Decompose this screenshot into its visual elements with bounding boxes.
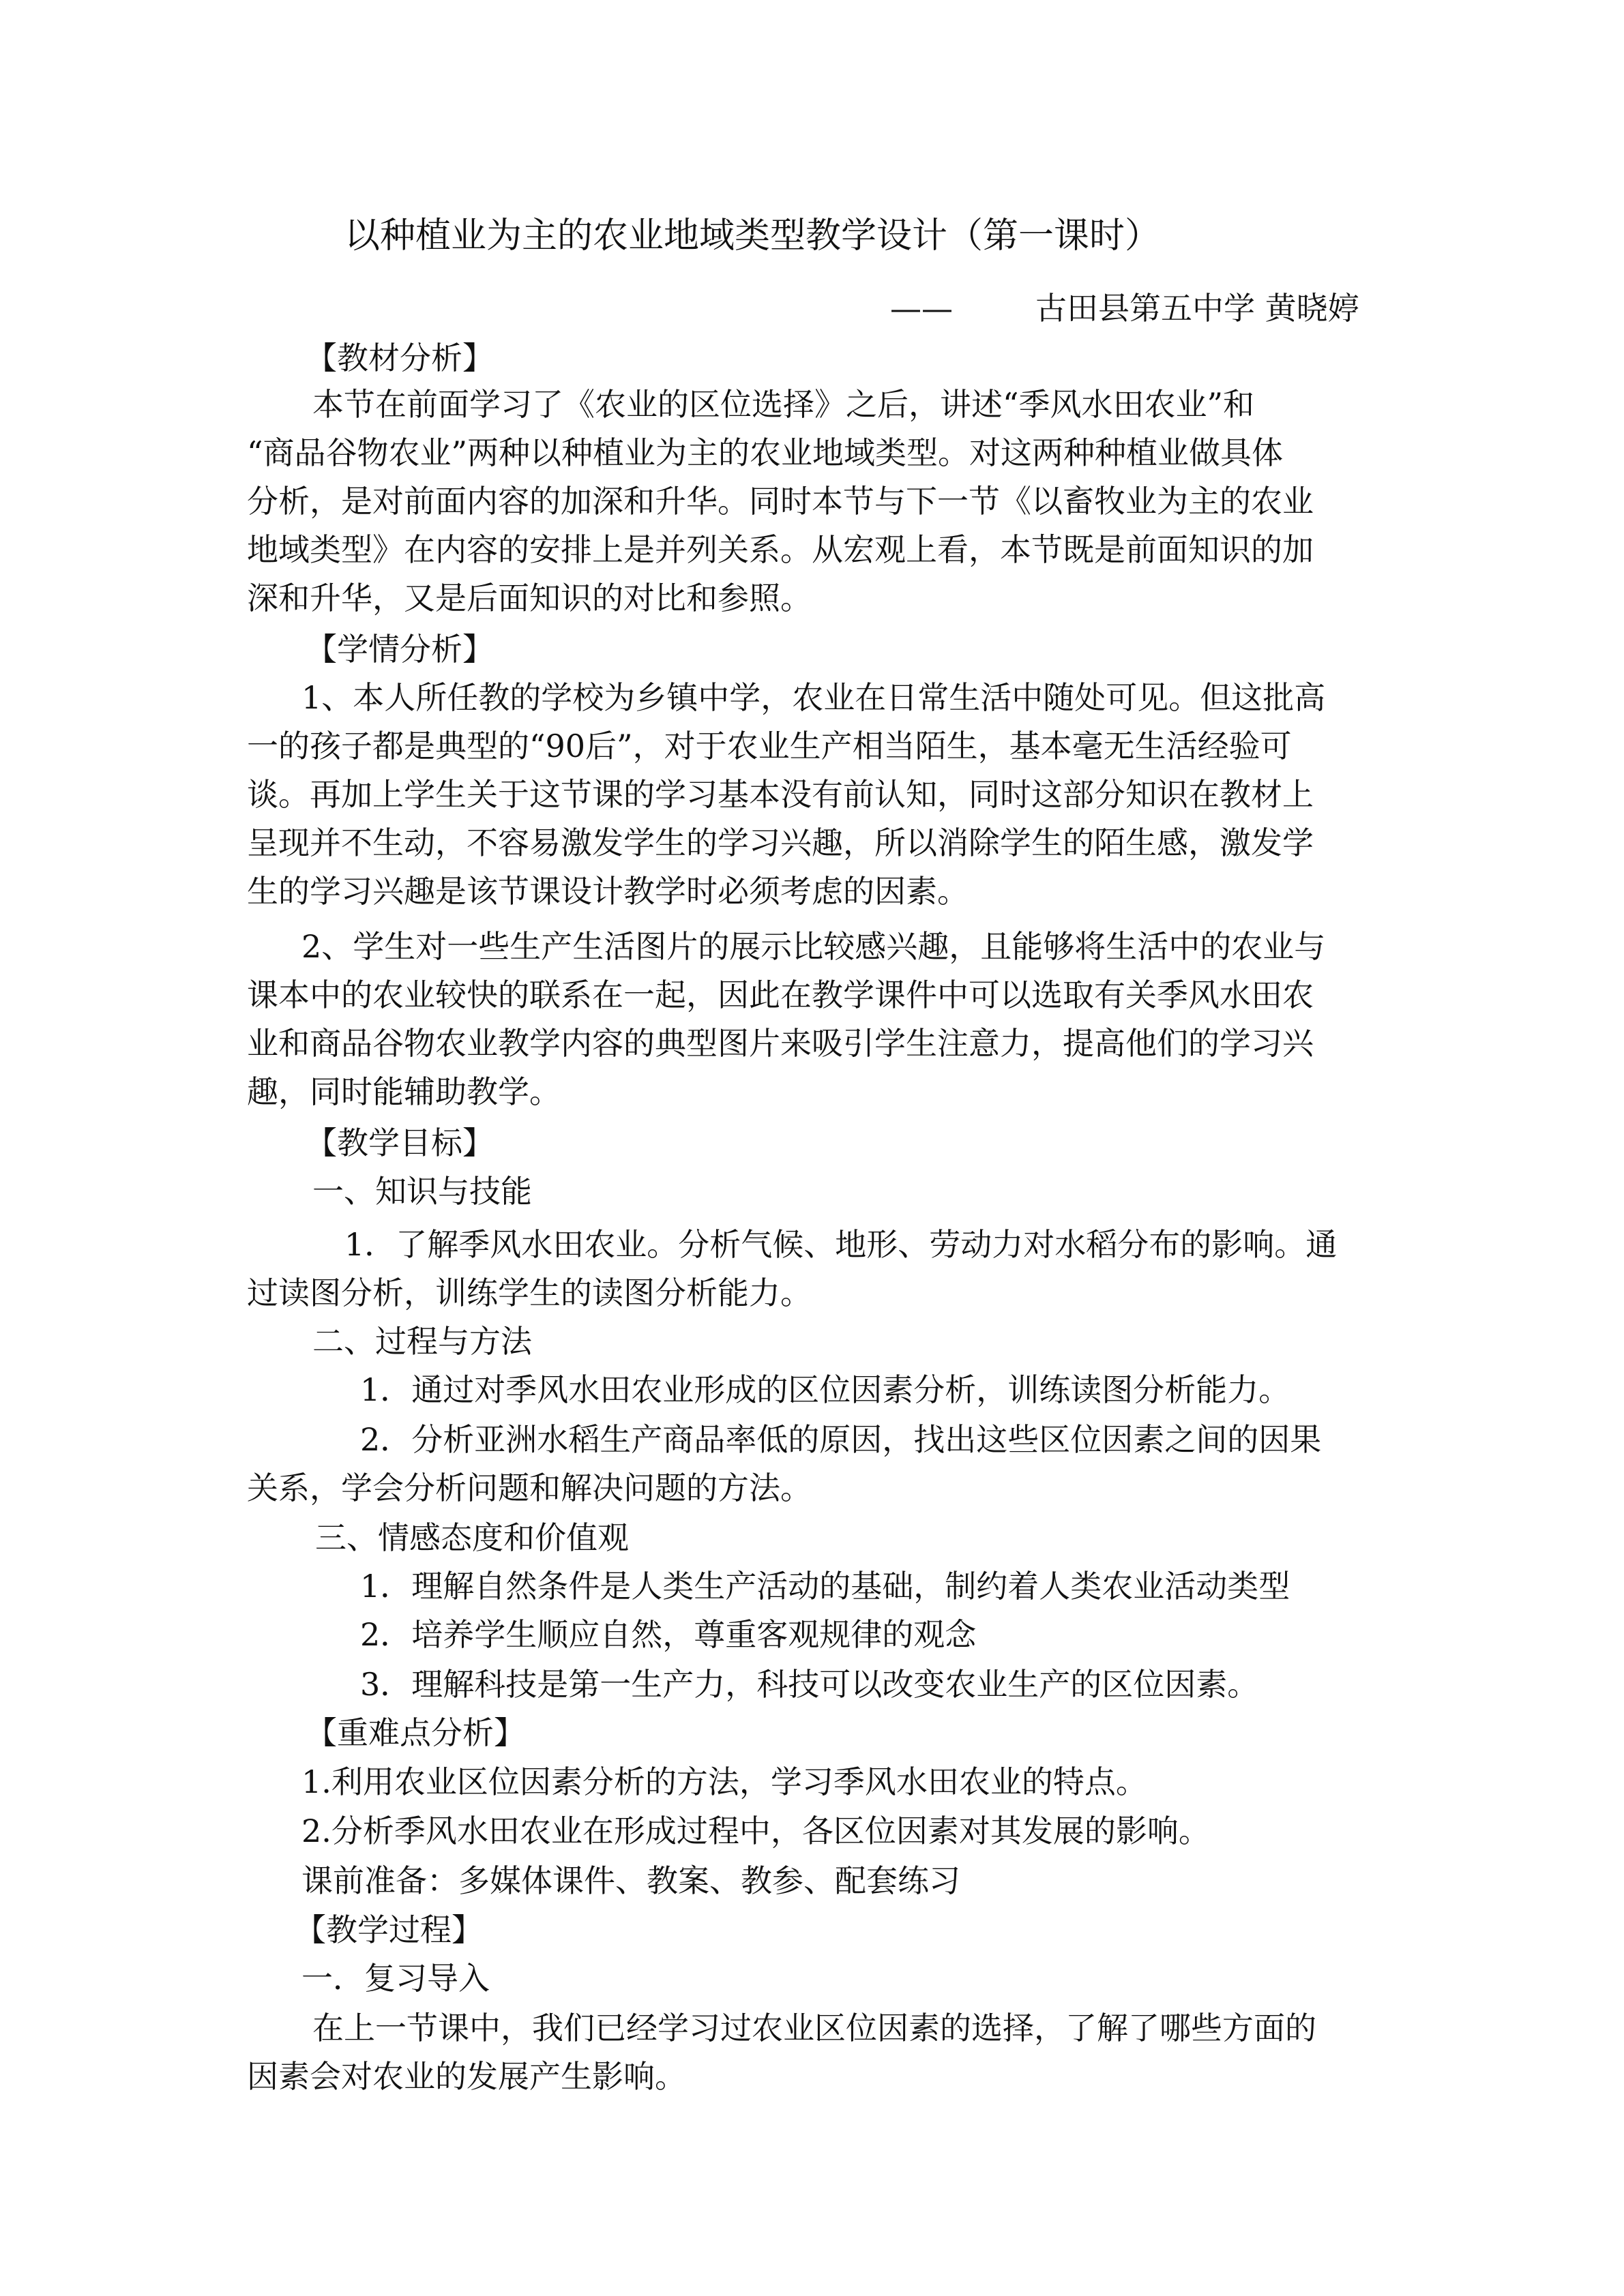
heading-student-analysis: 【学情分析】	[306, 631, 494, 668]
paragraph-line: 1．了解季风水田农业。分析气候、地形、劳动力对水稻分布的影响。通	[344, 1226, 1338, 1263]
list-item: 3．理解科技是第一生产力，科技可以改变农业生产的区位因素。	[360, 1666, 1259, 1703]
list-item: 2.分析季风水田农业在形成过程中，各区位因素对其发展的影响。	[301, 1813, 1210, 1849]
author-dash: ——	[890, 290, 953, 327]
paragraph-line: “商品谷物农业”两种以种植业为主的农业地域类型。对这两种种植业做具体	[247, 434, 1284, 471]
paragraph-line: 深和升华，又是后面知识的对比和参照。	[247, 580, 812, 616]
paragraph-line: 一的孩子都是典型的“90后”，对于农业生产相当陌生，基本毫无生活经验可	[247, 728, 1292, 764]
list-item: 2．培养学生顺应自然，尊重客观规律的观念	[360, 1616, 977, 1653]
paragraph-line: 业和商品谷物农业教学内容的典型图片来吸引学生注意力，提高他们的学习兴	[247, 1025, 1314, 1062]
paragraph-line: 趣，同时能辅助教学。	[247, 1073, 561, 1110]
paragraph-line: 在上一节课中，我们已经学习过农业区位因素的选择，了解了哪些方面的	[312, 2010, 1316, 2046]
paragraph-line: 本节在前面学习了《农业的区位选择》之后，讲述“季风水田农业”和	[312, 386, 1255, 423]
document-title: 以种植业为主的农业地域类型教学设计（第一课时）	[344, 215, 1161, 256]
paragraph-line: 1、本人所任教的学校为乡镇中学，农业在日常生活中随处可见。但这批高	[301, 679, 1326, 716]
heading-material-analysis: 【教材分析】	[306, 340, 494, 376]
list-item: 1．理解自然条件是人类生产活动的基础，制约着人类农业活动类型	[360, 1568, 1290, 1605]
subheading-emotion-values: 三、情感态度和价值观	[315, 1519, 629, 1556]
paragraph-line: 生的学习兴趣是该节课设计教学时必须考虑的因素。	[247, 873, 969, 910]
paragraph-line: 分析，是对前面内容的加深和升华。同时本节与下一节《以畜牧业为主的农业	[247, 483, 1314, 520]
paragraph-line: 关系，学会分析问题和解决问题的方法。	[247, 1470, 812, 1506]
heading-teaching-goals: 【教学目标】	[306, 1124, 494, 1161]
subheading-process-method: 二、过程与方法	[312, 1323, 532, 1360]
list-item: 1．通过对季风水田农业形成的区位因素分析，训练读图分析能力。	[360, 1371, 1290, 1408]
author-line: 古田县第五中学 黄晓婷	[1035, 290, 1359, 327]
class-preparation: 课前准备：多媒体课件、教案、教参、配套练习	[301, 1862, 960, 1899]
heading-teaching-process: 【教学过程】	[295, 1911, 483, 1948]
paragraph-line: 2、学生对一些生产生活图片的展示比较感兴趣，且能够将生活中的农业与	[301, 928, 1326, 965]
list-item: 1.利用农业区位因素分析的方法，学习季风水田农业的特点。	[301, 1763, 1147, 1800]
paragraph-line: 过读图分析，训练学生的读图分析能力。	[247, 1274, 812, 1311]
paragraph-line: 地域类型》在内容的安排上是并列关系。从宏观上看，本节既是前面知识的加	[247, 531, 1314, 568]
paragraph-line: 因素会对农业的发展产生影响。	[247, 2058, 686, 2095]
paragraph-line: 课本中的农业较快的联系在一起，因此在教学课件中可以选取有关季风水田农	[247, 976, 1314, 1013]
subheading-review-intro: 一．复习导入	[301, 1960, 490, 1997]
paragraph-line: 谈。再加上学生关于这节课的学习基本没有前认知，同时这部分知识在教材上	[247, 776, 1314, 813]
paragraph-line: 呈现并不生动，不容易激发学生的学习兴趣，所以消除学生的陌生感，激发学	[247, 824, 1314, 861]
heading-key-points: 【重难点分析】	[306, 1714, 525, 1751]
subheading-knowledge: 一、知识与技能	[312, 1173, 532, 1210]
paragraph-line: 2．分析亚洲水稻生产商品率低的原因，找出这些区位因素之间的因果	[360, 1421, 1322, 1458]
